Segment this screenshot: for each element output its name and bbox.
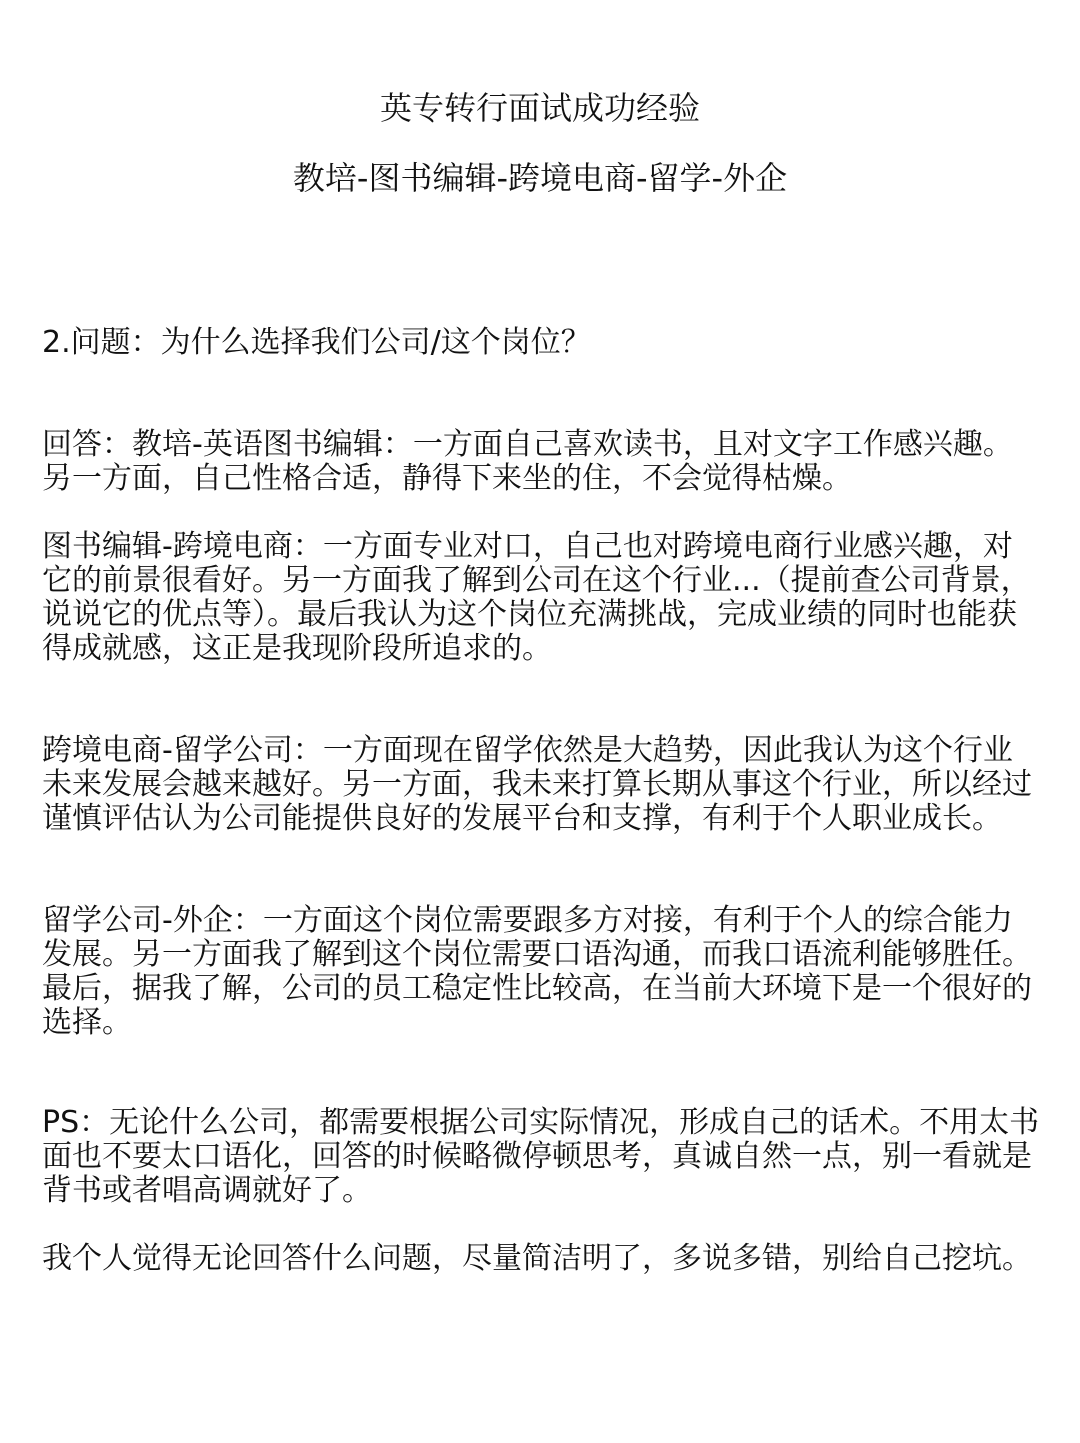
question-text: 2.问题：为什么选择我们公司/这个岗位？ xyxy=(42,325,591,360)
answer-paragraph-editor-to-ecommerce: 图书编辑-跨境电商：一方面专业对口，自己也对跨境电商行业感兴趣，对它的前景很看好。另一方面我了解到公司在这个行业...（提前查公司背景，说说它的优点等）。最后我认为这个岗位充满挑战，完成业绩的同时也能获得成就感，这正是我现阶段所追求的。 xyxy=(42,529,1031,666)
personal-note: 我个人觉得无论回答什么问题，尽量简洁明了，多说多错，别给自己挖坑。 xyxy=(42,1241,1032,1276)
answer-paragraph-study-abroad-to-foreign-company: 留学公司-外企：一方面这个岗位需要跟多方对接，有利于个人的综合能力发展。另一方面我了解到这个岗位需要口语沟通，而我口语流利能够胜任。最后，据我了解，公司的员工稳定性比较高，在当前大环境下是一个很好的选择。 xyxy=(42,903,1032,1040)
ps-note: PS：无论什么公司，都需要根据公司实际情况，形成自己的话术。不用太书面也不要太口语化，回答的时候略微停顿思考，真诚自然一点，别一看就是背书或者唱高调就好了。 xyxy=(42,1105,1040,1208)
page-title: 英专转行面试成功经验 xyxy=(379,89,700,127)
page-subtitle: 教培-图书编辑-跨境电商-留学-外企 xyxy=(292,159,788,197)
answer-paragraph-edu-to-editor: 回答：教培-英语图书编辑：一方面自己喜欢读书，且对文字工作感兴趣。另一方面，自己性格合适，静得下来坐的住，不会觉得枯燥。 xyxy=(42,427,1013,496)
answer-paragraph-ecommerce-to-study-abroad: 跨境电商-留学公司：一方面现在留学依然是大趋势，因此我认为这个行业未来发展会越来越好。另一方面，我未来打算长期从事这个行业，所以经过谨慎评估认为公司能提供良好的发展平台和支撑，有利于个人职业成长。 xyxy=(42,733,1032,836)
